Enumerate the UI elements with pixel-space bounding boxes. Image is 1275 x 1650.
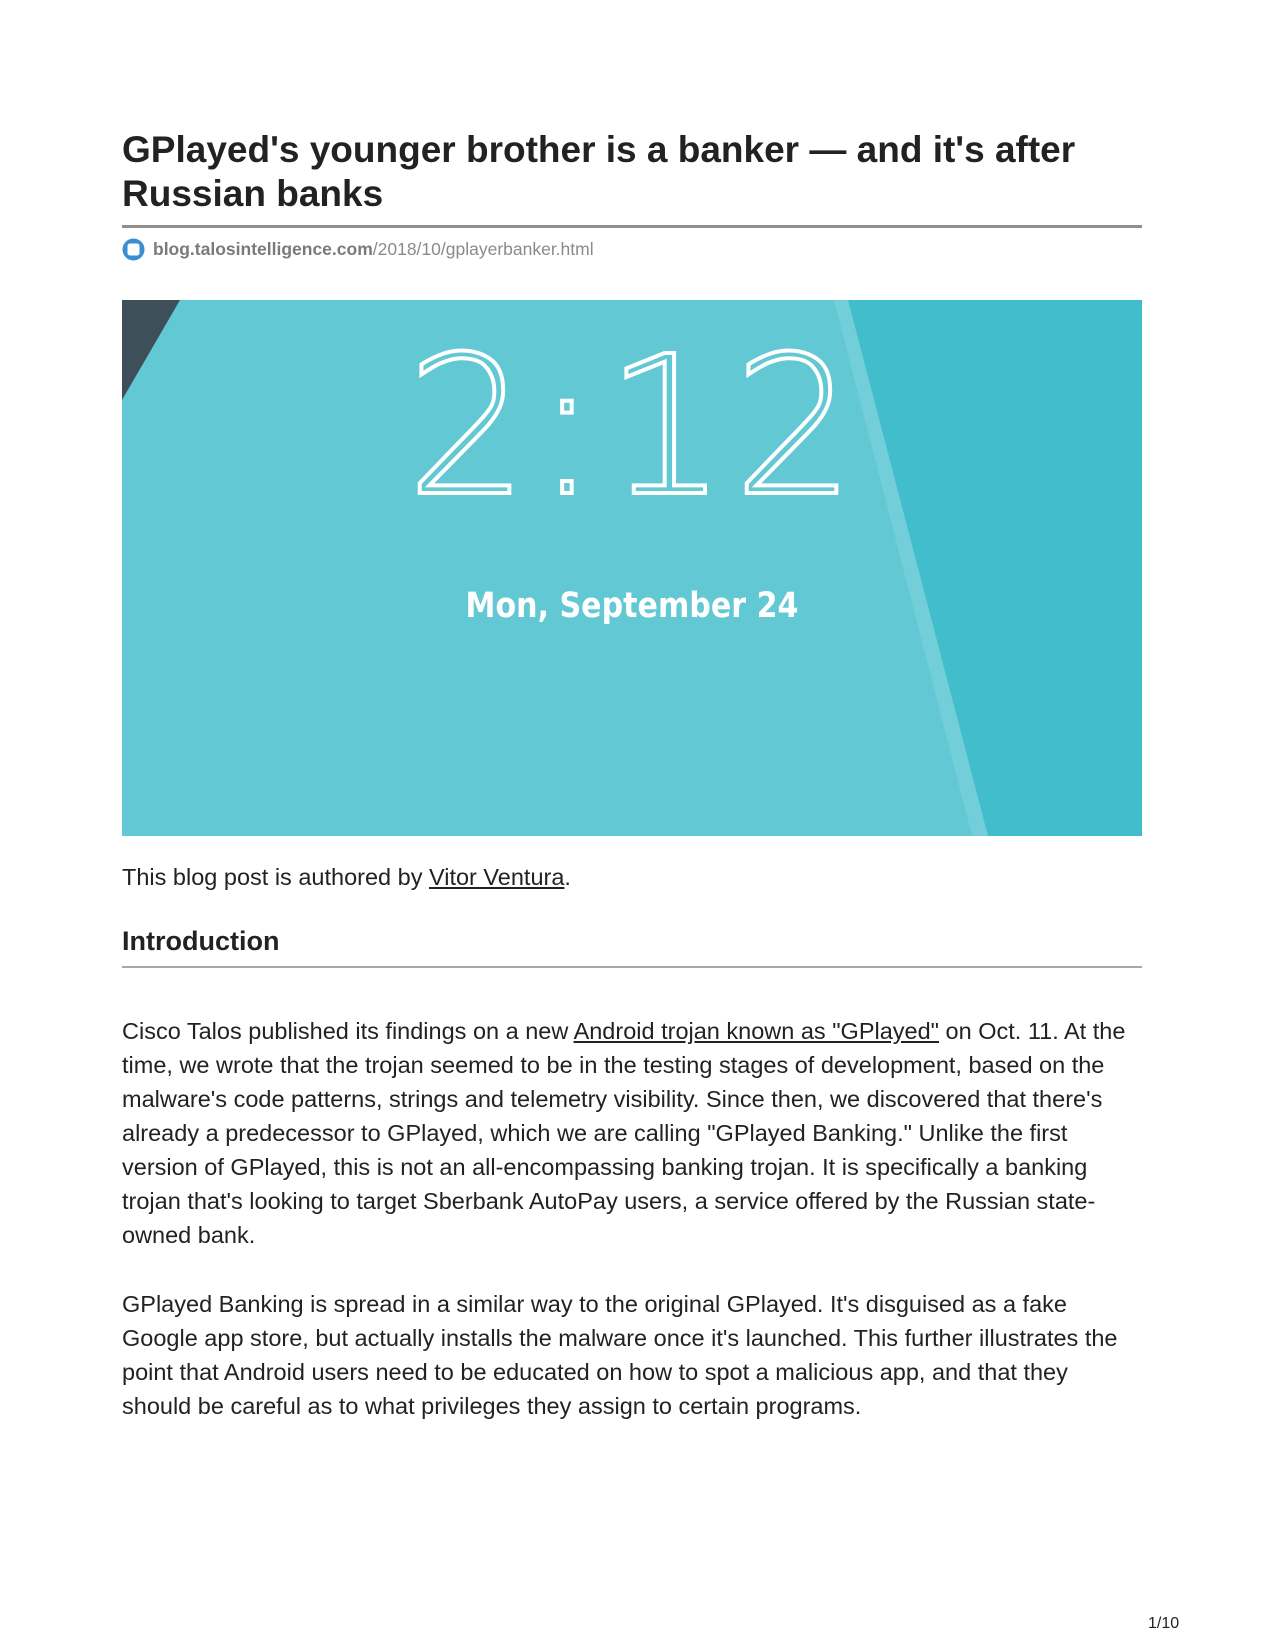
intro-paragraph-1 — [122, 1014, 1142, 1252]
gplayed-article-link[interactable]: Android trojan known as "GPlayed" — [573, 1018, 940, 1044]
source-domain[interactable]: blog.talosintelligence.com — [153, 238, 373, 259]
byline-prefix: This blog post is authored by — [122, 864, 429, 890]
lockscreen-date: Mon, September 24 — [465, 586, 799, 626]
page-favicon-icon — [122, 238, 145, 261]
byline-suffix: . — [564, 864, 571, 890]
intro-paragraph-2: GPlayed Banking is spread in a similar way to the original GPlayed. It's disguised as a fake Google app store, but actually installs the malware once it's launched. This further illustrates the point that Android users need to be educated on how to spot a malicious app, and that they should be careful as to what privileges they assign to certain programs. — [122, 1291, 1118, 1419]
paragraph-text: Cisco Talos published its findings on a new — [122, 1018, 574, 1044]
title-divider — [122, 225, 1142, 228]
page-number: 1/10 — [1148, 1615, 1180, 1632]
hero-lockscreen-image — [122, 300, 1142, 836]
byline — [122, 862, 571, 892]
lockscreen-clock: 2:12 — [406, 316, 862, 539]
article-title: GPlayed's younger brother is a banker — and it's after Russian banks — [122, 129, 1076, 214]
paragraph-text: on Oct. 11. At the time, we wrote that the trojan seemed to be in the testing stages of development, based on the malware's code patterns, strings and telemetry visibility. Since then, we discovered that there's already a predecessor to GPlayed, which we are calling "GPlayed Banking." Unlike the first version of GPlayed, this is not an all-encompassing banking trojan. It is specifically a banking trojan that's looking to target Sberbank AutoPay users, a service offered by the Russian state-owned bank. — [122, 1018, 1126, 1248]
source-path[interactable]: /2018/10/gplayerbanker.html — [372, 238, 594, 259]
section-divider — [122, 966, 1142, 968]
author-link[interactable]: Vitor Ventura — [428, 864, 565, 890]
source-url[interactable] — [122, 237, 594, 261]
section-heading-introduction: Introduction — [122, 926, 280, 956]
